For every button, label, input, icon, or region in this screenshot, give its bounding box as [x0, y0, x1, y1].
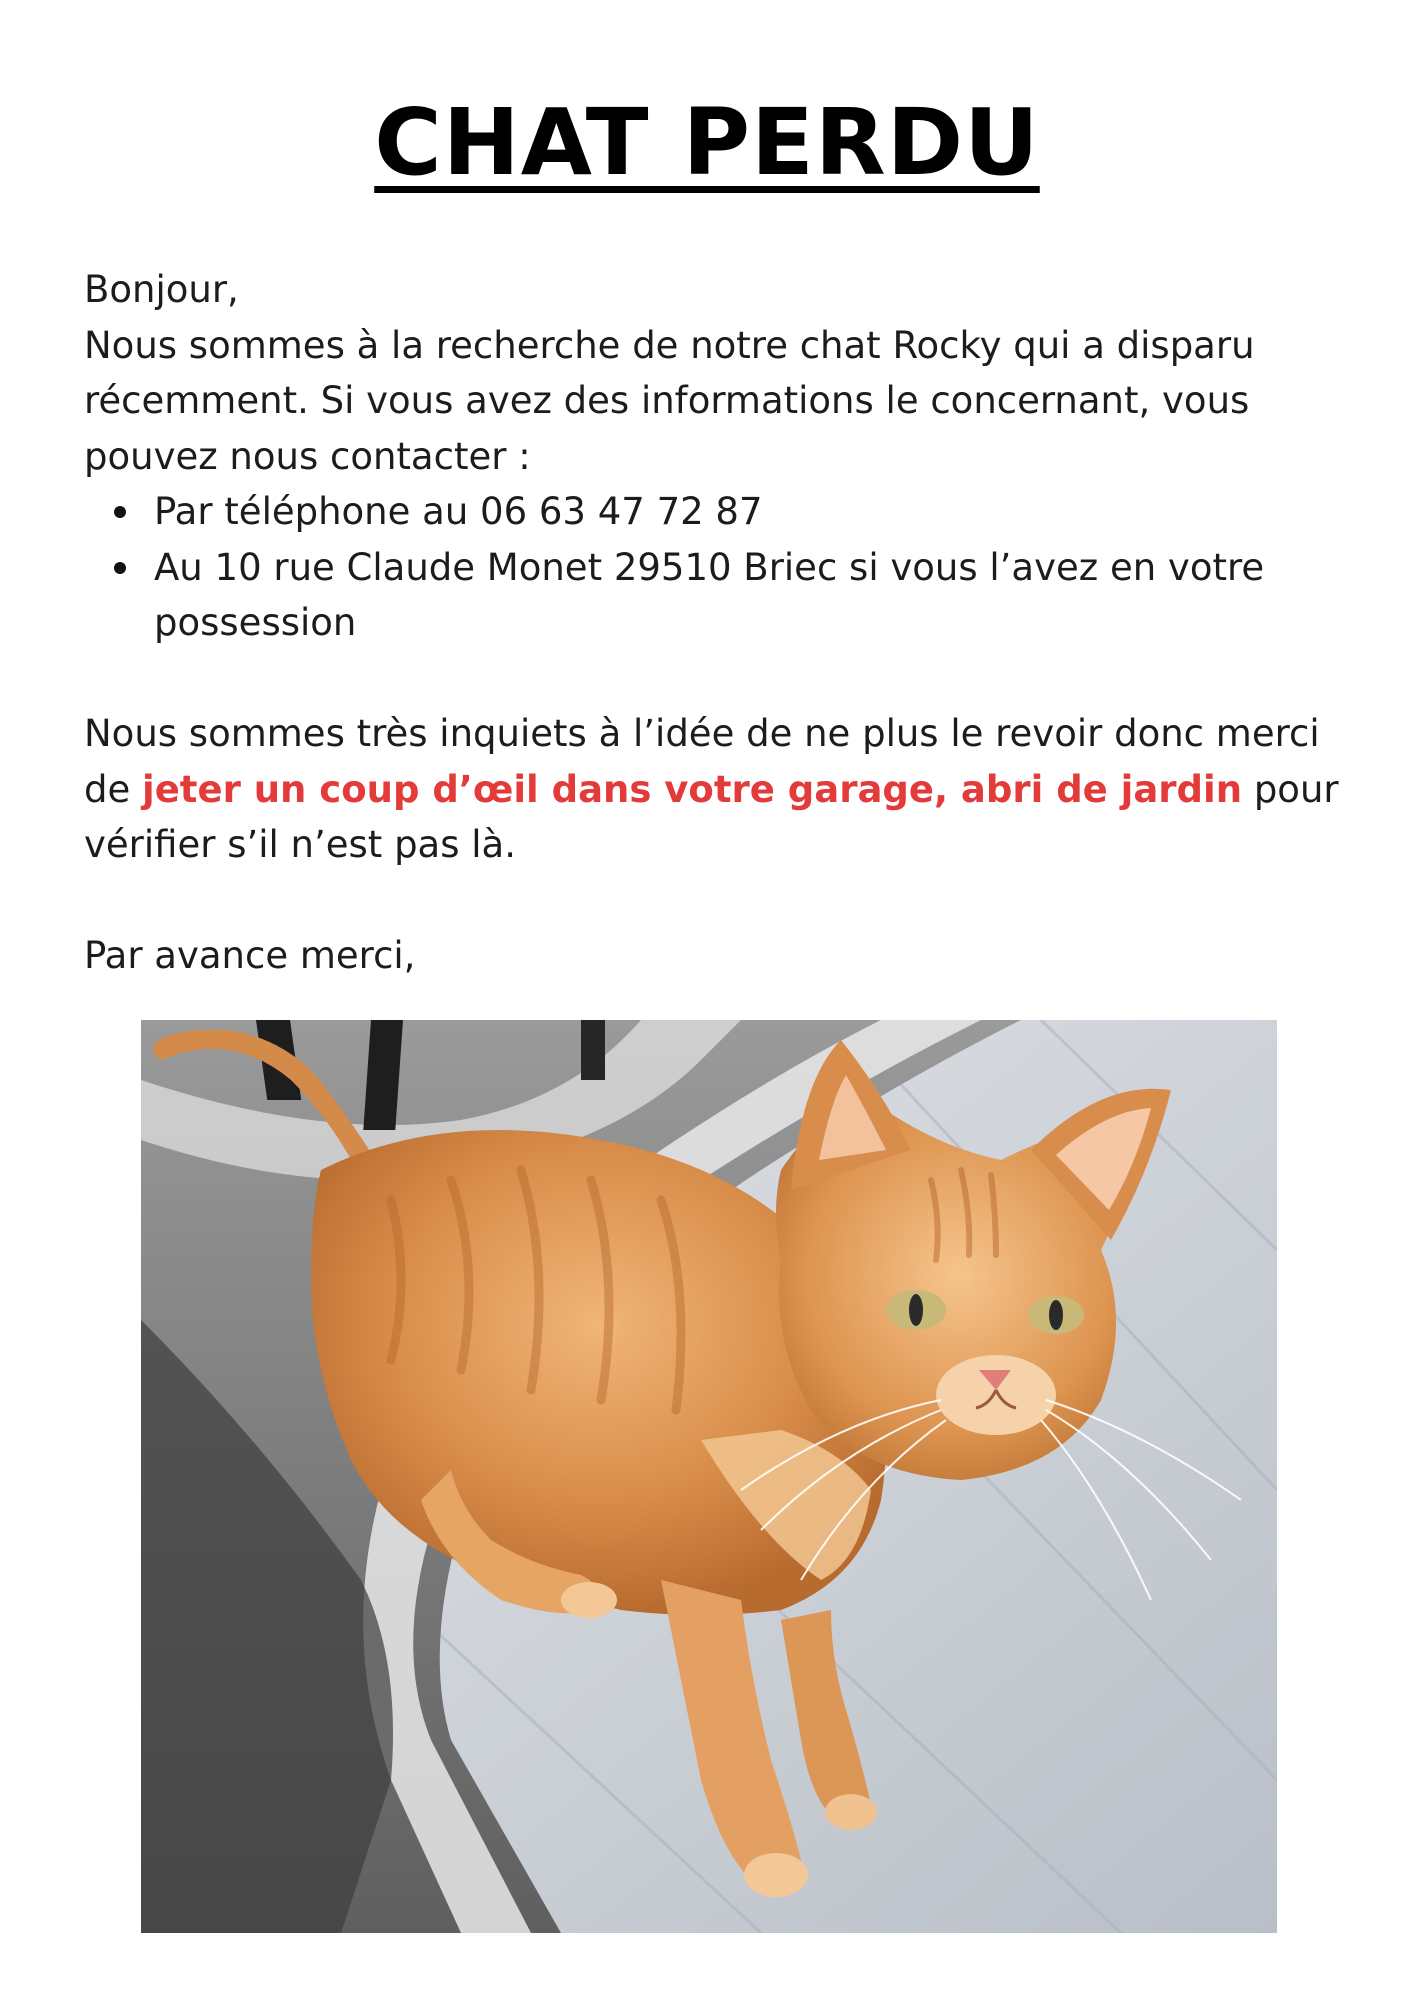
contact-list	[84, 484, 1354, 651]
spacer	[84, 651, 1354, 707]
closing-line: Par avance merci,	[84, 934, 416, 977]
request-text-after: pour vérifier s’il n’est pas là.	[84, 767, 1339, 866]
poster-body	[84, 262, 1354, 984]
request-text-before: Nous sommes très inquiets à l’idée de ne plus le revoir donc merci de	[84, 712, 1320, 811]
intro-paragraph: Nous sommes à la recherche de notre chat Rocky qui a disparu récemment. Si vous avez des informations le concernant, vous pouvez nous contacter :	[84, 323, 1255, 478]
spacer	[84, 873, 1354, 929]
request-paragraph	[84, 706, 1354, 873]
cat-photo	[141, 1020, 1277, 1933]
request-highlight: jeter un coup d’œil dans votre garage, abri de jardin	[142, 767, 1243, 811]
greeting: Bonjour,	[84, 268, 239, 311]
poster-title: CHAT PERDU	[374, 89, 1040, 196]
contact-phone: Par téléphone au 06 63 47 72 87	[154, 484, 1354, 540]
contact-address: Au 10 rue Claude Monet 29510 Briec si vous l’avez en votre possession	[154, 540, 1354, 651]
